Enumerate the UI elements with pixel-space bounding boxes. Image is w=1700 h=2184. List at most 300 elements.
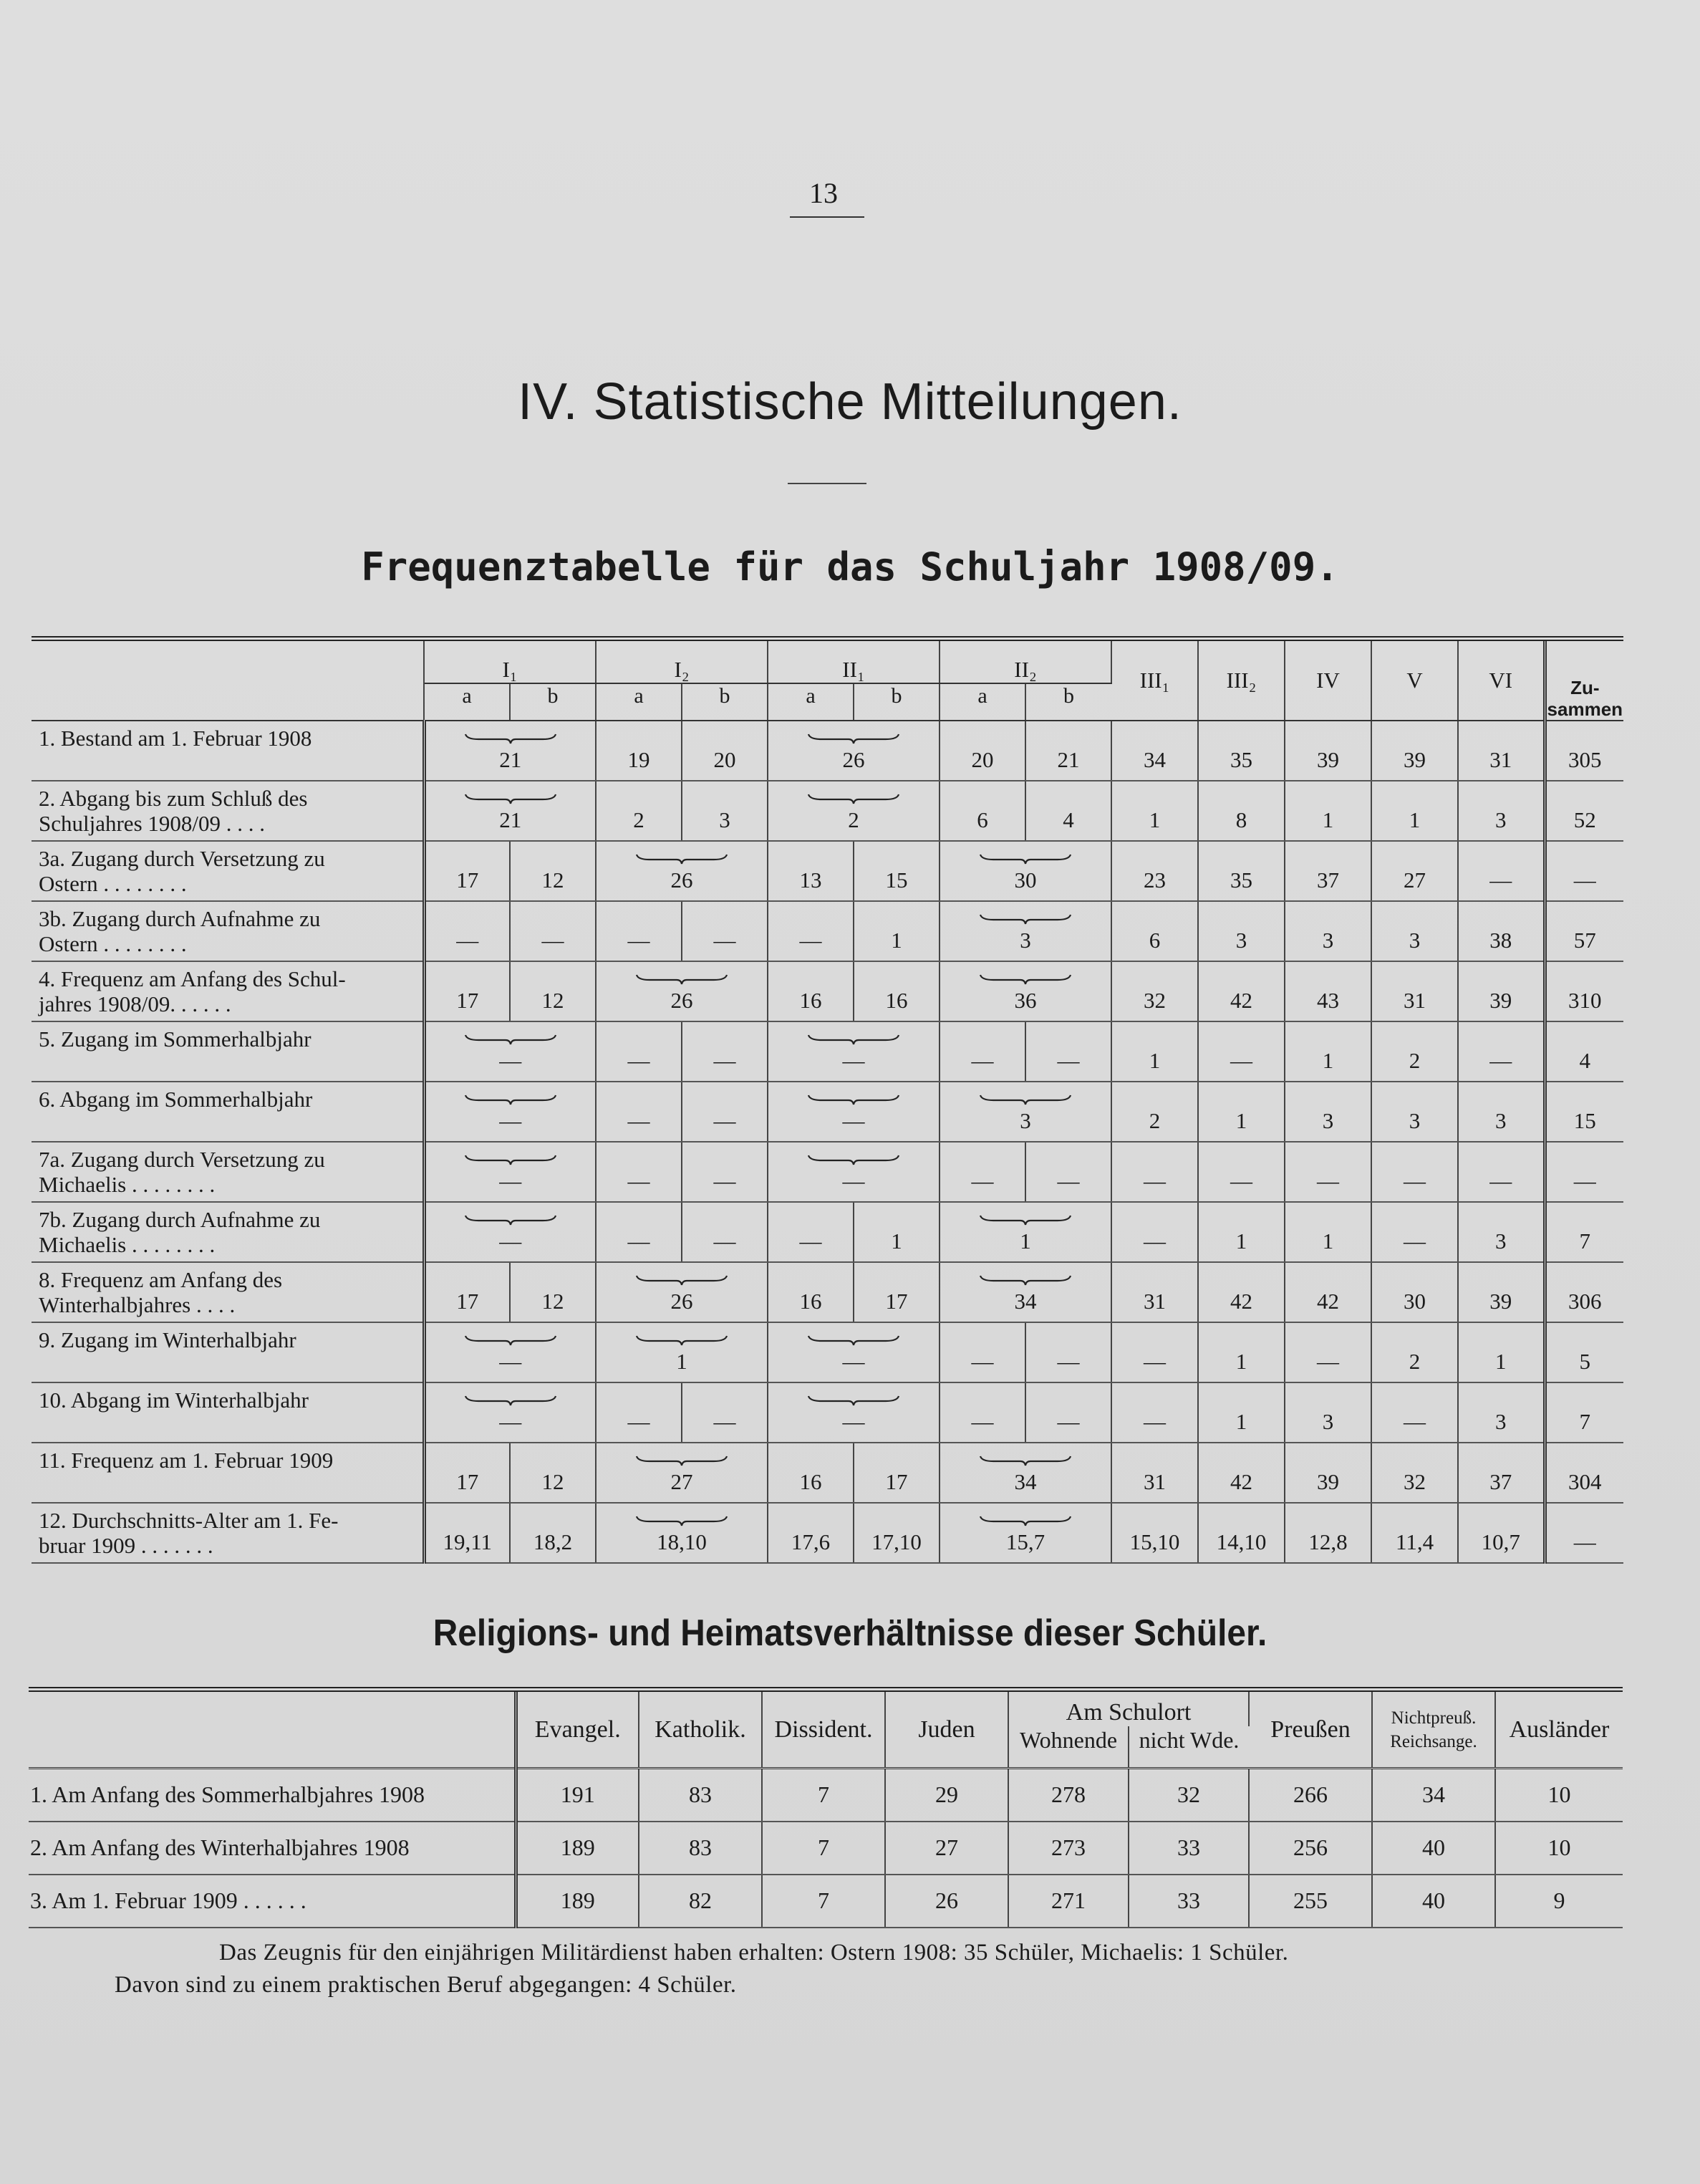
header-sub-b: b bbox=[854, 683, 940, 721]
cell-value: — bbox=[940, 1382, 1025, 1443]
cell-value: 1 bbox=[676, 1349, 687, 1374]
brace-icon bbox=[807, 1034, 900, 1045]
cell-value: — bbox=[682, 1202, 768, 1262]
merged-cell bbox=[940, 1082, 1111, 1142]
cell-value: — bbox=[940, 1021, 1025, 1082]
cell-value: 6 bbox=[940, 781, 1025, 841]
cell-value: 18,10 bbox=[657, 1529, 707, 1554]
cell-value: 39 bbox=[1285, 721, 1371, 781]
merged-cell bbox=[940, 1443, 1111, 1503]
cell-value: — bbox=[596, 1202, 682, 1262]
cell-value: 3 bbox=[1285, 1382, 1371, 1443]
table-row bbox=[32, 1021, 1623, 1082]
cell-value: 27 bbox=[1371, 841, 1458, 901]
cell-value: — bbox=[499, 1349, 522, 1374]
header-class: III₁ bbox=[1111, 639, 1198, 721]
table-row bbox=[32, 1082, 1623, 1142]
cell-value: 8 bbox=[1198, 781, 1285, 841]
cell-value: 189 bbox=[516, 1822, 639, 1875]
cell-value: — bbox=[842, 1168, 865, 1193]
cell-value: 15,7 bbox=[1005, 1529, 1045, 1554]
header-sub-a: a bbox=[424, 683, 510, 721]
cell-value: 26 bbox=[842, 747, 865, 772]
page-number-rule bbox=[790, 216, 864, 218]
table-row bbox=[32, 1443, 1623, 1503]
cell-value: 34 bbox=[1014, 1289, 1037, 1314]
cell-value: 17 bbox=[424, 1443, 510, 1503]
cell-value: 21 bbox=[1025, 721, 1111, 781]
rel-header-evangel: Evangel. bbox=[516, 1690, 639, 1769]
total-value: — bbox=[1545, 1142, 1623, 1202]
rel-header-nicht-wde: nicht Wde. bbox=[1129, 1726, 1249, 1768]
cell-value: 12 bbox=[510, 1262, 596, 1322]
cell-value: 12 bbox=[510, 1443, 596, 1503]
row-label: 8. Frequenz am Anfang des Winterhalbjahres . . . . bbox=[32, 1262, 424, 1322]
row-label: 7a. Zugang durch Versetzung zu Michaelis . . . . . . . . bbox=[32, 1142, 424, 1202]
brace-icon bbox=[979, 1274, 1072, 1286]
cell-value: — bbox=[940, 1322, 1025, 1382]
cell-value: — bbox=[1111, 1322, 1198, 1382]
page-number: 13 bbox=[809, 177, 838, 209]
merged-cell bbox=[424, 1082, 596, 1142]
header-total bbox=[1545, 639, 1623, 721]
header-sub-b: b bbox=[1025, 683, 1111, 721]
cell-value: 39 bbox=[1458, 961, 1545, 1021]
merged-cell bbox=[596, 841, 768, 901]
cell-value: 17 bbox=[854, 1262, 940, 1322]
cell-value: — bbox=[499, 1409, 522, 1434]
cell-value: 32 bbox=[1371, 1443, 1458, 1503]
cell-value: 19 bbox=[596, 721, 682, 781]
merged-cell bbox=[768, 781, 940, 841]
brace-icon bbox=[464, 1334, 557, 1346]
cell-value: 39 bbox=[1458, 1262, 1545, 1322]
cell-value: 9 bbox=[1495, 1875, 1623, 1928]
note-practical-career: Davon sind zu einem praktischen Beruf abgegangen: 4 Schüler. bbox=[115, 1972, 737, 1998]
cell-value: — bbox=[940, 1142, 1025, 1202]
cell-value: — bbox=[1025, 1142, 1111, 1202]
total-value: 306 bbox=[1545, 1262, 1623, 1322]
total-value: 52 bbox=[1545, 781, 1623, 841]
religion-table-title: Religions- und Heimatsverhältnisse dieser Schüler. bbox=[433, 1612, 1267, 1654]
row-label: 7b. Zugang durch Aufnahme zu Michaelis . . . . . . . . bbox=[32, 1202, 424, 1262]
brace-icon bbox=[979, 1515, 1072, 1526]
cell-value: 19,11 bbox=[424, 1503, 510, 1563]
cell-value: — bbox=[596, 1021, 682, 1082]
brace-icon bbox=[979, 913, 1072, 925]
cell-value: 3 bbox=[1285, 901, 1371, 961]
cell-value: 3 bbox=[1371, 1082, 1458, 1142]
cell-value: 33 bbox=[1129, 1875, 1249, 1928]
cell-value: 17,6 bbox=[768, 1503, 854, 1563]
header-class: IV bbox=[1285, 639, 1371, 721]
cell-value: — bbox=[1111, 1382, 1198, 1443]
cell-value: — bbox=[1111, 1142, 1198, 1202]
cell-value: — bbox=[682, 1142, 768, 1202]
cell-value: 23 bbox=[1111, 841, 1198, 901]
cell-value: — bbox=[1025, 1382, 1111, 1443]
cell-value: 26 bbox=[670, 867, 693, 893]
table-row bbox=[32, 961, 1623, 1021]
total-value: 5 bbox=[1545, 1322, 1623, 1382]
merged-cell bbox=[768, 1082, 940, 1142]
cell-value: 3 bbox=[682, 781, 768, 841]
cell-value: — bbox=[1371, 1142, 1458, 1202]
frequency-table-title: Frequenztabelle für das Schuljahr 1908/09. bbox=[361, 544, 1339, 590]
merged-cell bbox=[768, 721, 940, 781]
total-value: 305 bbox=[1545, 721, 1623, 781]
cell-value: 3 bbox=[1458, 1082, 1545, 1142]
cell-value: 40 bbox=[1372, 1822, 1495, 1875]
brace-icon bbox=[635, 1455, 728, 1466]
cell-value: 17 bbox=[424, 961, 510, 1021]
cell-value: 1 bbox=[854, 1202, 940, 1262]
cell-value: 2 bbox=[596, 781, 682, 841]
cell-value: 37 bbox=[1285, 841, 1371, 901]
cell-value: 189 bbox=[516, 1875, 639, 1928]
row-label: 12. Durchschnitts-Alter am 1. Fe- bruar 1909 . . . . . . . bbox=[32, 1503, 424, 1563]
table-row bbox=[32, 781, 1623, 841]
brace-icon bbox=[464, 1214, 557, 1226]
cell-value: 2 bbox=[1371, 1021, 1458, 1082]
cell-value: 20 bbox=[682, 721, 768, 781]
title-divider bbox=[788, 483, 866, 484]
brace-icon bbox=[464, 733, 557, 744]
row-label: 3a. Zugang durch Versetzung zu Ostern . . . . . . . . bbox=[32, 841, 424, 901]
cell-value: 18,2 bbox=[510, 1503, 596, 1563]
header-group: I₁ bbox=[424, 639, 596, 684]
cell-value: 6 bbox=[1111, 901, 1198, 961]
brace-icon bbox=[635, 1274, 728, 1286]
brace-icon bbox=[635, 853, 728, 865]
cell-value: 1 bbox=[1111, 781, 1198, 841]
cell-value: 21 bbox=[499, 807, 522, 832]
cell-value: 32 bbox=[1111, 961, 1198, 1021]
cell-value: 278 bbox=[1008, 1769, 1129, 1822]
cell-value: — bbox=[499, 1228, 522, 1254]
table-row bbox=[32, 1202, 1623, 1262]
brace-icon bbox=[635, 973, 728, 985]
cell-value: 83 bbox=[639, 1769, 762, 1822]
cell-value: — bbox=[1458, 1021, 1545, 1082]
rel-header-preussen: Preußen bbox=[1249, 1690, 1372, 1769]
cell-value: 3 bbox=[1371, 901, 1458, 961]
cell-value: 12 bbox=[510, 961, 596, 1021]
cell-value: 3 bbox=[1458, 781, 1545, 841]
cell-value: 42 bbox=[1198, 961, 1285, 1021]
cell-value: 34 bbox=[1014, 1469, 1037, 1494]
cell-value: 3 bbox=[1198, 901, 1285, 961]
header-total-label: Zu- sammen bbox=[1547, 677, 1623, 720]
cell-value: 26 bbox=[670, 1289, 693, 1314]
cell-value: 191 bbox=[516, 1769, 639, 1822]
cell-value: 21 bbox=[499, 747, 522, 772]
table-row bbox=[32, 1262, 1623, 1322]
cell-value: — bbox=[1458, 841, 1545, 901]
cell-value: 271 bbox=[1008, 1875, 1129, 1928]
cell-value: 27 bbox=[670, 1469, 693, 1494]
cell-value: 3 bbox=[1458, 1202, 1545, 1262]
header-blank bbox=[32, 639, 424, 721]
merged-cell bbox=[596, 1322, 768, 1382]
cell-value: — bbox=[682, 1021, 768, 1082]
rel-header-katholik: Katholik. bbox=[639, 1690, 762, 1769]
cell-value: 42 bbox=[1285, 1262, 1371, 1322]
merged-cell bbox=[596, 1503, 768, 1563]
cell-value: 7 bbox=[762, 1769, 885, 1822]
brace-icon bbox=[464, 1034, 557, 1045]
cell-value: 1 bbox=[1371, 781, 1458, 841]
header-group: I₂ bbox=[596, 639, 768, 684]
brace-icon bbox=[979, 1094, 1072, 1105]
cell-value: 33 bbox=[1129, 1822, 1249, 1875]
cell-value: 10,7 bbox=[1458, 1503, 1545, 1563]
cell-value: 83 bbox=[639, 1822, 762, 1875]
brace-icon bbox=[464, 793, 557, 804]
row-label: 4. Frequenz am Anfang des Schul- jahres 1908/09. . . . . . bbox=[32, 961, 424, 1021]
cell-value: — bbox=[1198, 1021, 1285, 1082]
cell-value: 31 bbox=[1111, 1262, 1198, 1322]
header-class: VI bbox=[1458, 639, 1545, 721]
cell-value: 2 bbox=[1111, 1082, 1198, 1142]
merged-cell bbox=[940, 961, 1111, 1021]
cell-value: 26 bbox=[885, 1875, 1008, 1928]
cell-value: 1 bbox=[1198, 1202, 1285, 1262]
cell-value: 17 bbox=[424, 1262, 510, 1322]
cell-value: 1 bbox=[1285, 1202, 1371, 1262]
row-label: 9. Zugang im Winterhalbjahr bbox=[32, 1322, 424, 1382]
merged-cell bbox=[940, 1503, 1111, 1563]
brace-icon bbox=[979, 1455, 1072, 1466]
rel-header-wohnende: Wohnende bbox=[1008, 1726, 1129, 1768]
brace-icon bbox=[979, 853, 1072, 865]
table-row bbox=[32, 901, 1623, 961]
cell-value: — bbox=[842, 1349, 865, 1374]
header-class: V bbox=[1371, 639, 1458, 721]
cell-value: — bbox=[842, 1108, 865, 1133]
brace-icon bbox=[807, 793, 900, 804]
cell-value: — bbox=[596, 1382, 682, 1443]
merged-cell bbox=[768, 1142, 940, 1202]
cell-value: 15 bbox=[854, 841, 940, 901]
frequency-table bbox=[32, 636, 1623, 1564]
total-value: 4 bbox=[1545, 1021, 1623, 1082]
cell-value: 82 bbox=[639, 1875, 762, 1928]
merged-cell bbox=[424, 1021, 596, 1082]
merged-cell bbox=[768, 1021, 940, 1082]
cell-value: — bbox=[499, 1048, 522, 1073]
merged-cell bbox=[596, 961, 768, 1021]
note-military-certificate: Das Zeugnis für den einjährigen Militärdienst haben erhalten: Ostern 1908: 35 Schüler, Michaelis: 1 Schüler. bbox=[219, 1940, 1289, 1966]
cell-value: — bbox=[1285, 1142, 1371, 1202]
rel-header-juden: Juden bbox=[885, 1690, 1008, 1769]
cell-value: — bbox=[768, 901, 854, 961]
cell-value: — bbox=[682, 901, 768, 961]
table-row bbox=[32, 1142, 1623, 1202]
merged-cell bbox=[424, 721, 596, 781]
table-row bbox=[29, 1769, 1623, 1822]
header-sub-a: a bbox=[768, 683, 854, 721]
row-label: 3b. Zugang durch Aufnahme zu Ostern . . . . . . . . bbox=[32, 901, 424, 961]
cell-value: 16 bbox=[768, 1443, 854, 1503]
total-value: 57 bbox=[1545, 901, 1623, 961]
cell-value: 40 bbox=[1372, 1875, 1495, 1928]
cell-value: 7 bbox=[762, 1822, 885, 1875]
cell-value: 16 bbox=[854, 961, 940, 1021]
cell-value: 26 bbox=[670, 988, 693, 1013]
table-row bbox=[32, 1503, 1623, 1563]
table-row bbox=[32, 721, 1623, 781]
row-label: 5. Zugang im Sommerhalbjahr bbox=[32, 1021, 424, 1082]
cell-value: — bbox=[768, 1202, 854, 1262]
cell-value: 3 bbox=[1020, 1108, 1031, 1133]
total-value: 310 bbox=[1545, 961, 1623, 1021]
cell-value: — bbox=[842, 1409, 865, 1434]
brace-icon bbox=[807, 1395, 900, 1406]
cell-value: 32 bbox=[1129, 1769, 1249, 1822]
cell-value: — bbox=[499, 1168, 522, 1193]
brace-icon bbox=[635, 1515, 728, 1526]
cell-value: 7 bbox=[762, 1875, 885, 1928]
cell-value: — bbox=[1371, 1202, 1458, 1262]
cell-value: — bbox=[510, 901, 596, 961]
rel-header-am-schulort: Am Schulort bbox=[1008, 1690, 1249, 1727]
row-label: 2. Am Anfang des Winterhalbjahres 1908 bbox=[29, 1822, 516, 1875]
merged-cell bbox=[768, 1322, 940, 1382]
row-label: 10. Abgang im Winterhalbjahr bbox=[32, 1382, 424, 1443]
rel-header-dissident: Dissident. bbox=[762, 1690, 885, 1769]
merged-cell bbox=[424, 1202, 596, 1262]
cell-value: 255 bbox=[1249, 1875, 1372, 1928]
brace-icon bbox=[979, 973, 1072, 985]
header-sub-a: a bbox=[596, 683, 682, 721]
cell-value: 11,4 bbox=[1371, 1503, 1458, 1563]
cell-value: 17,10 bbox=[854, 1503, 940, 1563]
cell-value: 34 bbox=[1372, 1769, 1495, 1822]
cell-value: 30 bbox=[1014, 867, 1037, 893]
rel-header-nichtpreuss bbox=[1372, 1690, 1495, 1769]
cell-value: 14,10 bbox=[1198, 1503, 1285, 1563]
rel-header-auslaender: Ausländer bbox=[1495, 1690, 1623, 1769]
cell-value: 1 bbox=[1020, 1228, 1031, 1254]
cell-value: 4 bbox=[1025, 781, 1111, 841]
header-sub-b: b bbox=[682, 683, 768, 721]
cell-value: 37 bbox=[1458, 1443, 1545, 1503]
cell-value: 3 bbox=[1458, 1382, 1545, 1443]
cell-value: 10 bbox=[1495, 1822, 1623, 1875]
cell-value: 39 bbox=[1371, 721, 1458, 781]
cell-value: 12,8 bbox=[1285, 1503, 1371, 1563]
merged-cell bbox=[940, 901, 1111, 961]
cell-value: 39 bbox=[1285, 1443, 1371, 1503]
cell-value: 42 bbox=[1198, 1443, 1285, 1503]
section-title: IV. Statistische Mitteilungen. bbox=[518, 373, 1182, 430]
cell-value: — bbox=[1025, 1021, 1111, 1082]
cell-value: — bbox=[1111, 1202, 1198, 1262]
cell-value: 2 bbox=[848, 807, 859, 832]
cell-value: 43 bbox=[1285, 961, 1371, 1021]
merged-cell bbox=[424, 1142, 596, 1202]
cell-value: 3 bbox=[1285, 1082, 1371, 1142]
total-value: 7 bbox=[1545, 1382, 1623, 1443]
cell-value: 38 bbox=[1458, 901, 1545, 961]
brace-icon bbox=[807, 1334, 900, 1346]
cell-value: 31 bbox=[1111, 1443, 1198, 1503]
table-row bbox=[32, 1382, 1623, 1443]
cell-value: 30 bbox=[1371, 1262, 1458, 1322]
total-value: 15 bbox=[1545, 1082, 1623, 1142]
cell-value: 256 bbox=[1249, 1822, 1372, 1875]
total-value: 304 bbox=[1545, 1443, 1623, 1503]
row-label: 3. Am 1. Februar 1909 . . . . . . bbox=[29, 1875, 516, 1928]
cell-value: — bbox=[1371, 1382, 1458, 1443]
cell-value: 35 bbox=[1198, 841, 1285, 901]
cell-value: — bbox=[682, 1382, 768, 1443]
merged-cell bbox=[596, 1262, 768, 1322]
brace-icon bbox=[635, 1334, 728, 1346]
row-label: 1. Bestand am 1. Februar 1908 bbox=[32, 721, 424, 781]
cell-value: — bbox=[682, 1082, 768, 1142]
cell-value: 1 bbox=[1285, 1021, 1371, 1082]
cell-value: — bbox=[1025, 1322, 1111, 1382]
table-row bbox=[32, 1322, 1623, 1382]
cell-value: 16 bbox=[768, 1262, 854, 1322]
cell-value: 10 bbox=[1495, 1769, 1623, 1822]
cell-value: 12 bbox=[510, 841, 596, 901]
table-row bbox=[32, 841, 1623, 901]
header-group: II₁ bbox=[768, 639, 940, 684]
merged-cell bbox=[768, 1382, 940, 1443]
cell-value: — bbox=[596, 1082, 682, 1142]
cell-value: 266 bbox=[1249, 1769, 1372, 1822]
cell-value: 35 bbox=[1198, 721, 1285, 781]
cell-value: 31 bbox=[1371, 961, 1458, 1021]
cell-value: 1 bbox=[1198, 1082, 1285, 1142]
merged-cell bbox=[940, 1262, 1111, 1322]
cell-value: 1 bbox=[1458, 1322, 1545, 1382]
cell-value: — bbox=[1198, 1142, 1285, 1202]
cell-value: 1 bbox=[1198, 1382, 1285, 1443]
merged-cell bbox=[940, 841, 1111, 901]
cell-value: — bbox=[499, 1108, 522, 1133]
cell-value: — bbox=[1285, 1322, 1371, 1382]
brace-icon bbox=[807, 733, 900, 744]
religion-table bbox=[29, 1687, 1623, 1928]
cell-value: 17 bbox=[854, 1443, 940, 1503]
total-value: 7 bbox=[1545, 1202, 1623, 1262]
cell-value: 29 bbox=[885, 1769, 1008, 1822]
cell-value: 2 bbox=[1371, 1322, 1458, 1382]
total-value: — bbox=[1545, 1503, 1623, 1563]
cell-value: 17 bbox=[424, 841, 510, 901]
cell-value: 3 bbox=[1020, 928, 1031, 953]
row-label: 11. Frequenz am 1. Februar 1909 bbox=[32, 1443, 424, 1503]
cell-value: 27 bbox=[885, 1822, 1008, 1875]
cell-value: — bbox=[596, 901, 682, 961]
cell-value: — bbox=[842, 1048, 865, 1073]
table-row bbox=[29, 1875, 1623, 1928]
brace-icon bbox=[464, 1395, 557, 1406]
merged-cell bbox=[424, 1382, 596, 1443]
brace-icon bbox=[464, 1094, 557, 1105]
cell-value: 31 bbox=[1458, 721, 1545, 781]
cell-value: 13 bbox=[768, 841, 854, 901]
row-label: 1. Am Anfang des Sommerhalbjahres 1908 bbox=[29, 1769, 516, 1822]
cell-value: 1 bbox=[1285, 781, 1371, 841]
rel-header-blank bbox=[29, 1690, 516, 1769]
row-label: 6. Abgang im Sommerhalbjahr bbox=[32, 1082, 424, 1142]
cell-value: — bbox=[1458, 1142, 1545, 1202]
